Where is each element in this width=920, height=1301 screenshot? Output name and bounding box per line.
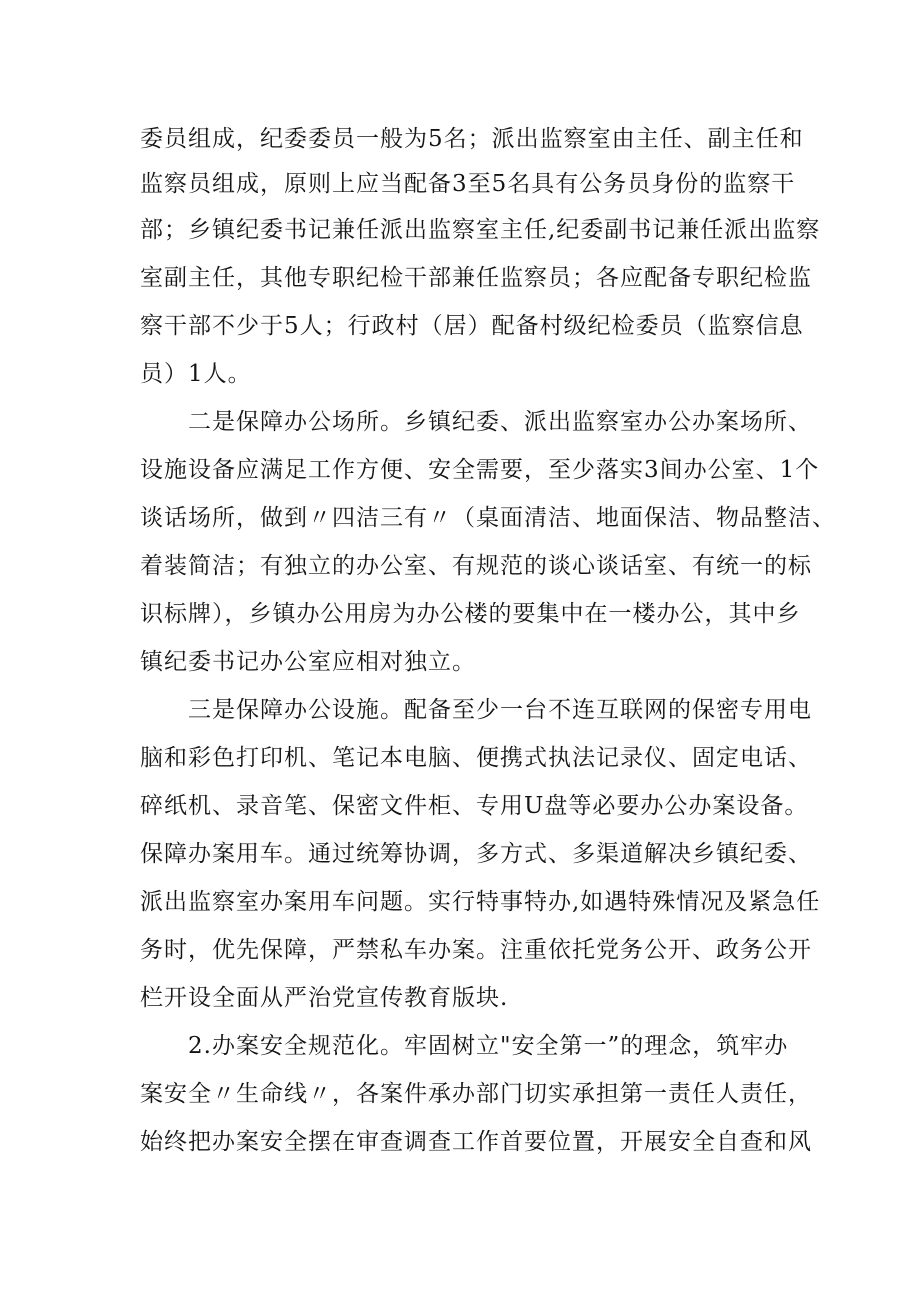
paragraph-3-line-2: 脑和彩色打印机、笔记本电脑、便携式执法记录仪、固定电话、: [140, 745, 812, 771]
paragraph-4-line-2: 案安全〃生命线〃，各案件承办部门切实承担第一责任人责任，: [140, 1081, 812, 1107]
paragraph-4-line-1: 2.办案安全规范化。牢固树立"安全第一”的理念，筑牢办: [188, 1033, 789, 1059]
paragraph-1-line-3: 部；乡镇纪委书记兼任派出监察室主任,纪委副书记兼任派出监察: [140, 217, 821, 243]
paragraph-1-line-6: 员）1人。: [140, 361, 252, 387]
paragraph-3-line-4: 保障办案用车。通过统筹协调，多方式、多渠道解决乡镇纪委、: [140, 841, 812, 867]
paragraph-3-line-7: 栏开设全面从严治党宣传教育版块.: [140, 985, 509, 1011]
paragraph-2-line-2: 设施设备应满足工作方便、安全需要，至少落实3间办公室、1个: [140, 457, 820, 483]
paragraph-2-line-1: 二是保障办公场所。乡镇纪委、派出监察室办公办案场所、: [188, 409, 812, 435]
paragraph-1-line-5: 察干部不少于5人；行政村（居）配备村级纪检委员（监察信息: [140, 313, 804, 339]
paragraph-3-line-6: 务时，优先保障，严禁私车办案。注重依托党务公开、政务公开: [140, 937, 812, 963]
paragraph-1-line-4: 室副主任，其他专职纪检干部兼任监察员；各应配备专职纪检监: [140, 265, 812, 291]
paragraph-2-line-3: 谈话场所，做到〃四洁三有〃（桌面清洁、地面保洁、物品整洁、: [140, 505, 836, 531]
paragraph-2-line-4: 着装简洁；有独立的办公室、有规范的谈心谈话室、有统一的标: [140, 553, 812, 579]
paragraph-2-line-5: 识标牌），乡镇办公用房为办公楼的要集中在一楼办公，其中乡: [140, 601, 801, 627]
paragraph-1-line-2: 监察员组成，原则上应当配备3至5名具有公务员身份的监察干: [140, 171, 796, 197]
paragraph-3-line-3: 碎纸机、录音笔、保密文件柜、专用U盘等必要办公办案设备。: [140, 793, 809, 819]
paragraph-4-line-3: 始终把办案安全摆在审查调查工作首要位置，开展安全自查和风: [140, 1129, 812, 1155]
paragraph-3-line-5: 派出监察室办案用车问题。实行特事特办,如遇特殊情况及紧急任: [140, 889, 821, 915]
paragraph-2-line-6: 镇纪委书记办公室应相对独立。: [140, 649, 476, 675]
paragraph-3-line-1: 三是保障办公设施。配备至少一台不连互联网的保密专用电: [188, 697, 812, 723]
paragraph-1-line-1: 委员组成，纪委委员一般为5名；派出监察室由主任、副主任和: [140, 126, 804, 152]
